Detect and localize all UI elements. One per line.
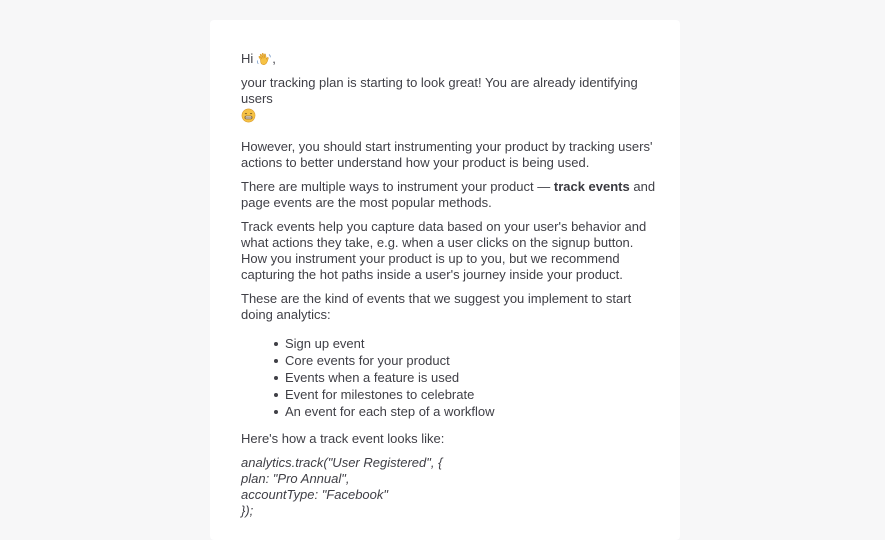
email-body	[241, 51, 661, 519]
ways-text-end: and page events are the most popular methods.	[241, 179, 656, 210]
list-item-label: Events when a feature is used	[285, 370, 460, 385]
code-line: accountType: "Facebook"	[241, 487, 389, 502]
code-line: });	[241, 503, 254, 518]
list-item	[274, 369, 661, 386]
waving-hand-icon	[256, 51, 272, 67]
list-item	[274, 403, 661, 420]
list-item-label: An event for each step of a workflow	[285, 404, 495, 419]
intro-text: your tracking plan is starting to look great! You are already identifying users	[241, 75, 638, 106]
bullet-icon	[274, 393, 278, 397]
ways-bold-text: track events	[553, 179, 630, 194]
list-item	[274, 352, 661, 369]
intro-emoji-line	[241, 108, 661, 124]
list-item	[274, 335, 661, 352]
bullet-icon	[274, 359, 278, 363]
email-card	[210, 20, 680, 540]
greeting-comma: ,	[272, 51, 276, 66]
code-line: plan: "Pro Annual",	[241, 471, 350, 486]
track-events-paragraph: Track events help you capture data based on your user's behavior and what actions they take, e.g. when a user clicks on the signup button. How you instrument your product is up to you, but we recommend capturing the hot paths inside a user's journey inside your product.	[241, 219, 647, 282]
howto-paragraph: Here's how a track event looks like:	[241, 431, 445, 446]
ways-paragraph	[241, 179, 661, 211]
list-item-label: Event for milestones to celebrate	[285, 387, 475, 402]
grinning-face-icon	[241, 108, 256, 123]
greeting-text: Hi	[241, 51, 254, 66]
code-line: analytics.track("User Registered", {	[241, 455, 443, 470]
intro-paragraph	[241, 75, 661, 124]
bullet-icon	[274, 376, 278, 380]
bullet-icon	[274, 410, 278, 414]
code-example	[241, 455, 661, 519]
list-item-label: Core events for your product	[285, 353, 450, 368]
ways-text-start: There are multiple ways to instrument your product —	[241, 179, 554, 194]
kinds-paragraph: These are the kind of events that we suggest you implement to start doing analytics:	[241, 291, 632, 322]
however-paragraph: However, you should start instrumenting your product by tracking users' actions to better understand how your product is being used.	[241, 139, 653, 170]
list-item	[274, 386, 661, 403]
greeting-line	[241, 51, 661, 67]
event-list	[274, 335, 661, 420]
bullet-icon	[274, 342, 278, 346]
list-item-label: Sign up event	[285, 336, 365, 351]
